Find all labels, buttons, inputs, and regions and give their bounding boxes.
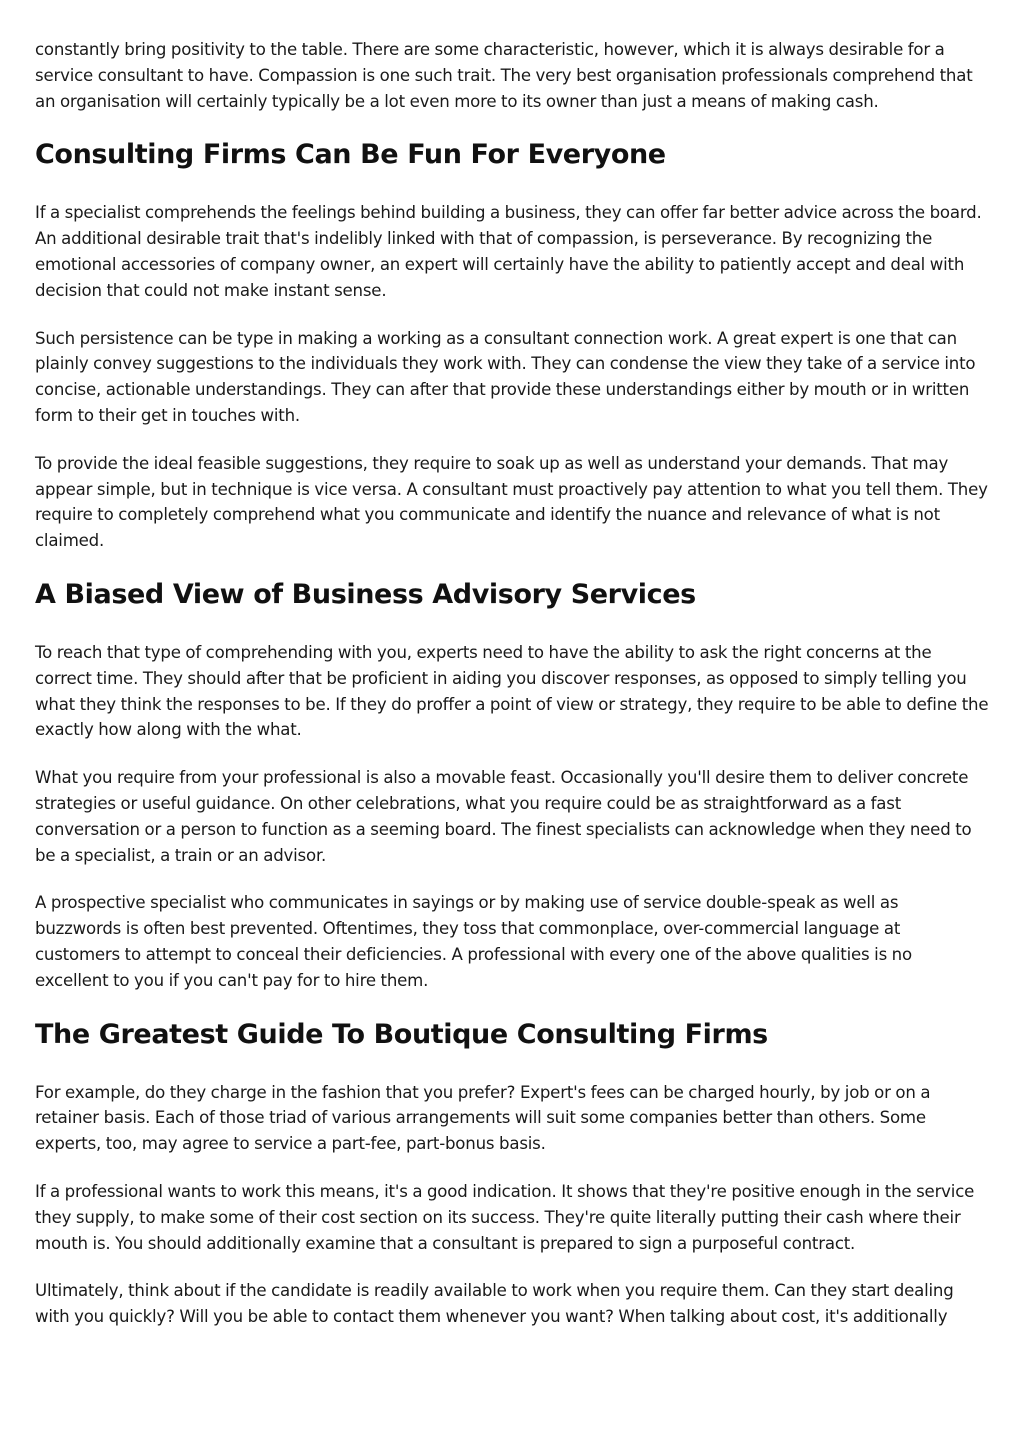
paragraph: If a professional wants to work this means, it's a good indication. It shows that they're positive enough in the service they supply, to make some of their cost section on its success. They're quite literally putting their cash where their mouth is. You should additionally examine that a consultant is prepared to sign a purposeful contract.: [35, 1181, 975, 1253]
paragraph: What you require from your professional is also a movable feast. Occasionally you'll desire them to deliver concrete strategies or useful guidance. On other celebrations, what you require could be as straightforward as a fast conversation or a person to function as a seeming board. The finest specialists can acknowledge when they need to be a specialist, a train or an advisor.: [35, 768, 972, 865]
paragraph: If a specialist comprehends the feelings behind building a business, they can offer far better advice across the board. An additional desirable trait that's indelibly linked with that of compassion, is perseverance. By recognizing the emotional accessories of company owner, an expert will certainly have the ability to patiently accept and deal with decision that could not make instant sense.: [35, 203, 982, 300]
paragraph: To provide the ideal feasible suggestions, they require to soak up as well as understand your demands. That may appear simple, but in technique is vice versa. A consultant must proactively pay attention to what you tell them. They require to completely comprehend what you communicate and identify the nuance and relevance of what is not claimed.: [35, 453, 988, 551]
paragraph: To reach that type of comprehending with you, experts need to have the ability to ask the right concerns at the correct time. They should after that be proficient in aiding you discover responses, as opposed to simply telling you what they think the responses to be. If they do proffer a point of view or strategy, they require to be able to define the exactly how along with the what.: [35, 642, 989, 740]
heading-greatest-guide: The Greatest Guide To Boutique Consulting Firms: [35, 1018, 768, 1050]
paragraph: Such persistence can be type in making a working as a consultant connection work. A great expert is one that can plainly convey suggestions to the individuals they work with. They can condense the view they take of a service into concise, actionable understandings. They can after that provide these understandings either by mouth or in written form to their get in touches with.: [35, 328, 976, 425]
paragraph-intro: constantly bring positivity to the table. There are some characteristic, however, which it is always desirable for a service consultant to have. Compassion is one such trait. The very best organisation professionals comprehend that an organisation will certainly typically be a lot even more to its owner than just a means of making cash.: [35, 40, 973, 111]
heading-consulting-firms: Consulting Firms Can Be Fun For Everyone: [35, 139, 666, 171]
paragraph-final: Ultimately, think about if the candidate is readily available to work when you require them. Can they start dealing with you quickly? Will you be able to contact them whenever you want? When talking about cost, it's additionally: [35, 1281, 954, 1327]
paragraph: For example, do they charge in the fashion that you prefer? Expert's fees can be charged hourly, by job or on a retainer basis. Each of those triad of various arrangements will suit some companies better than others. Some experts, too, may agree to service a part-fee, part-bonus basis.: [35, 1082, 931, 1154]
paragraph: A prospective specialist who communicates in sayings or by making use of service double-speak as well as buzzwords is often best prevented. Oftentimes, they toss that commonplace, over-commercial language at customers to attempt to conceal their deficiencies. A professional with every one of the above qualities is no excellent to you if you can't pay for to hire them.: [35, 893, 912, 990]
heading-biased-view: A Biased View of Business Advisory Services: [35, 578, 696, 610]
document-body: [35, 37, 989, 1352]
